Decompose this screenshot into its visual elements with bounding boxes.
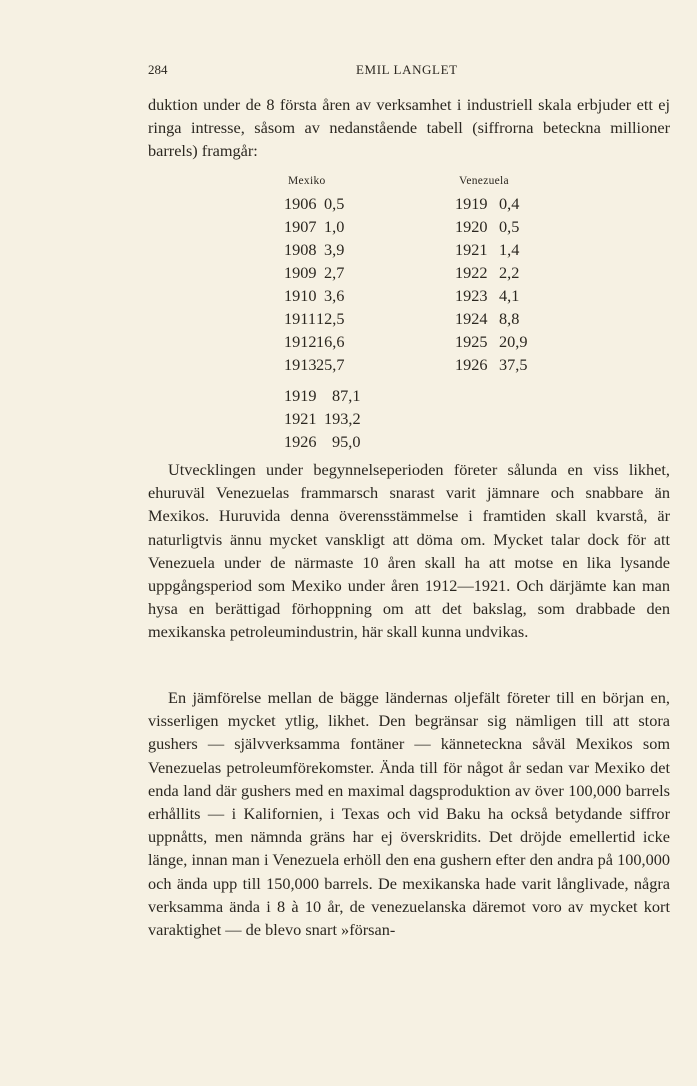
value: 12,5	[316, 309, 345, 328]
year: 1921	[455, 240, 488, 259]
value: 0,5	[324, 194, 345, 213]
year: 1926	[284, 432, 317, 451]
year: 1912	[284, 332, 317, 351]
value: 8,8	[499, 309, 520, 328]
year: 1924	[455, 309, 488, 328]
year: 1922	[455, 263, 488, 282]
year: 1909	[284, 263, 317, 282]
value: 1,4	[499, 240, 520, 259]
page-number: 284	[148, 62, 168, 77]
year: 1925	[455, 332, 488, 351]
value: 0,5	[499, 217, 520, 236]
value: 4,1	[499, 286, 520, 305]
value: 3,6	[324, 286, 345, 305]
value: 87,1	[332, 386, 361, 405]
value: 2,7	[324, 263, 345, 282]
page-header	[148, 62, 670, 80]
year: 1910	[284, 286, 317, 305]
value: 3,9	[324, 240, 345, 259]
running-head: EMIL LANGLET	[356, 62, 458, 77]
year: 1907	[284, 217, 317, 236]
value: 20,9	[499, 332, 528, 351]
body-paragraph: En jämförelse mellan de bägge ländernas oljefält företer till en början en, visserligen mycket ytlig, likhet. Den begränsar sig nämligen till att stora gushers — självverksamma fontäner — känneteckna såväl Mexikos som Venezuelas petroleumförekomster. Ända till för något år sedan var Mexiko det enda land där gushers med en maximal dagsproduktion av över 100,000 barrels erhållits — i Kalifornien, i Texas och vid Baku ha också betydande siffror uppnåtts, men nämnda gräns har ej överskridits. Det dröjde emellertid icke länge, innan man i Venezuela erhöll den ena gushern efter den andra på 100,000 och ända upp till 150,000 barrels. De mexikanska hade varit långlivade, några verksamma ända i 8 à 10 år, de venezuelanska däremot voro av mycket kort varaktighet — de blevo snart »försan-	[148, 688, 670, 940]
year: 1920	[455, 217, 488, 236]
year: 1919	[455, 194, 488, 213]
value: 0,4	[499, 194, 520, 213]
year: 1926	[455, 355, 488, 374]
intro-paragraph: duktion under de 8 första åren av verksamhet i industriell skala erbjuder ett ej ringa intresse, såsom av nedanstående tabell (siffrorna beteckna millioner barrels) framgår:	[148, 95, 670, 161]
year: 1913	[284, 355, 317, 374]
year: 1911	[284, 309, 316, 328]
value: 2,2	[499, 263, 520, 282]
value: 95,0	[332, 432, 361, 451]
value: 16,6	[316, 332, 345, 351]
value: 1,0	[324, 217, 345, 236]
year: 1908	[284, 240, 317, 259]
year: 1906	[284, 194, 317, 213]
value: 25,7	[316, 355, 345, 374]
value: 193,2	[324, 409, 361, 428]
venezuela-column-header: Venezuela	[459, 175, 509, 187]
year: 1923	[455, 286, 488, 305]
mexico-column-header: Mexiko	[288, 175, 326, 187]
body-paragraph: Utvecklingen under begynnelseperioden företer sålunda en viss likhet, ehuruväl Venezuelas frammarsch snarast varit jämnare och snabbare än Mexikos. Huruvida denna överensstämmelse i framtiden skall kvarstå, är naturligtvis ännu mycket vanskligt att döma om. Mycket talar dock för att Venezuela under de närmaste 10 åren skall ha att motse en lika lysande uppgångsperiod som Mexiko under åren 1912—1921. Och därjämte kan man hysa en berättigad förhoppning om att det bakslag, som drabbade den mexikanska petroleumindustrin, här skall kunna undvikas.	[148, 460, 670, 642]
value: 37,5	[499, 355, 528, 374]
year: 1919	[284, 386, 317, 405]
year: 1921	[284, 409, 317, 428]
